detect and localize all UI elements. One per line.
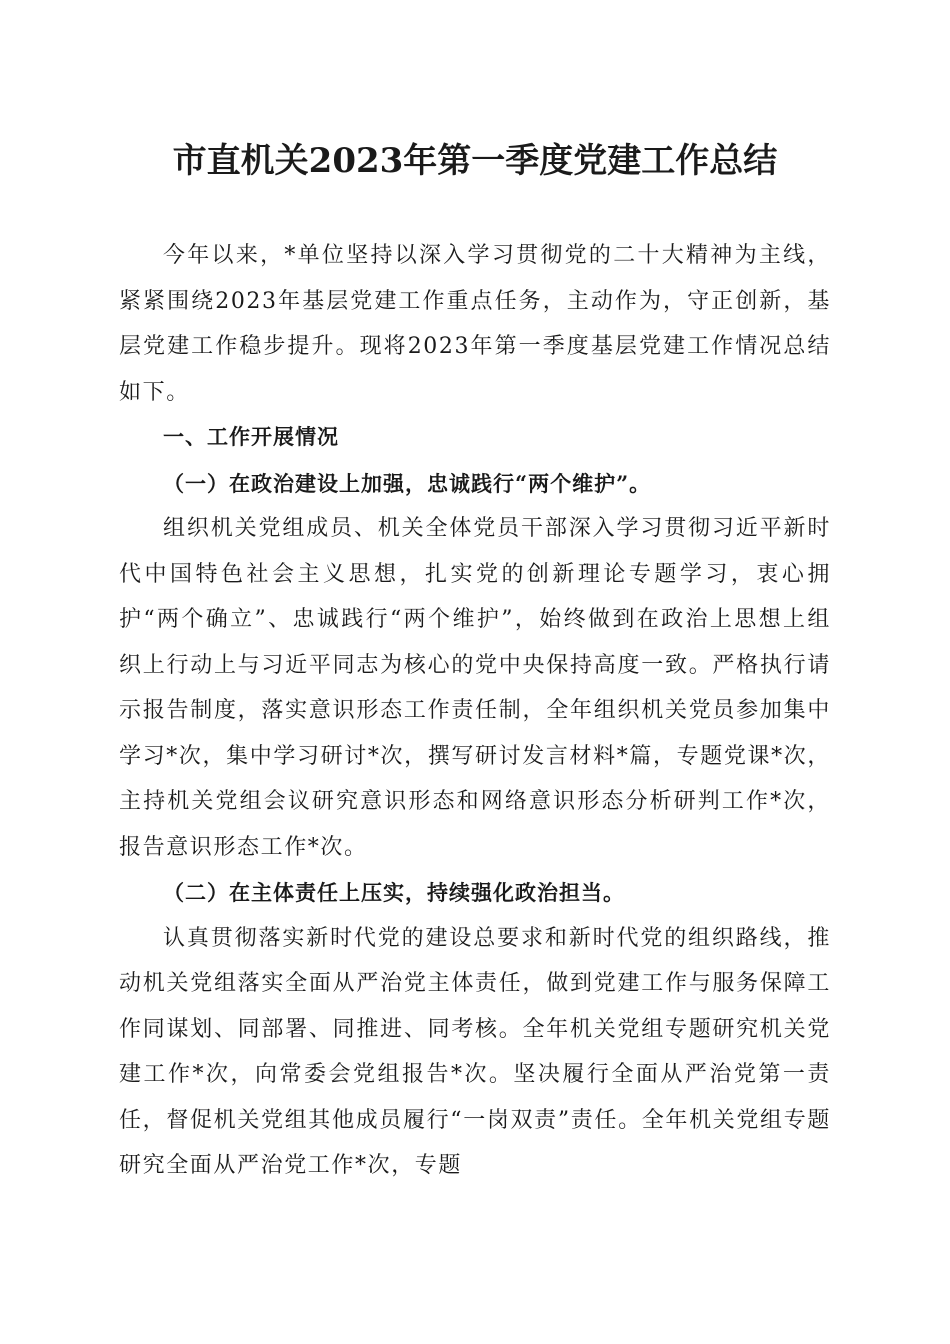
intro-paragraph: 今年以来，*单位坚持以深入学习贯彻党的二十大精神为主线，紧紧围绕2023年基层党建工作重点任务，主动作为，守正创新，基层党建工作稳步提升。现将2023年第一季度基层党建工作情况总结如下。 xyxy=(119,243,831,405)
main-responsibility-paragraph: 认真贯彻落实新时代党的建设总要求和新时代党的组织路线，推动机关党组落实全面从严治党主体责任，做到党建工作与服务保障工作同谋划、同部署、同推进、同考核。全年机关党组专题研究机关党建工作*次，向常委会党组报告*次。坚决履行全面从严治党第一责任，督促机关党组其他成员履行“一岗双责”责任。全年机关党组专题研究全面从严治党工作*次，专题 xyxy=(119,925,831,1178)
subsection-heading-political-building: （一）在政治建设上加强，忠诚践行“两个维护”。 xyxy=(163,470,652,496)
document-body xyxy=(119,233,831,1189)
section-heading-work-status: 一、工作开展情况 xyxy=(163,425,339,449)
political-building-paragraph: 组织机关党组成员、机关全体党员干部深入学习贯彻习近平新时代中国特色社会主义思想，扎实党的创新理论专题学习，衷心拥护“两个确立”、忠诚践行“两个维护”，始终做到在政治上思想上组织上行动上与习近平同志为核心的党中央保持高度一致。严格执行请示报告制度，落实意识形态工作责任制，全年组织机关党员参加集中学习*次，集中学习研讨*次，撰写研讨发言材料*篇，专题党课*次，主持机关党组会议研究意识形态和网络意识形态分析研判工作*次，报告意识形态工作*次。 xyxy=(119,516,831,860)
document-title: 市直机关2023年第一季度党建工作总结 xyxy=(172,141,778,181)
subsection-heading-main-responsibility: （二）在主体责任上压实，持续强化政治担当。 xyxy=(163,880,625,905)
